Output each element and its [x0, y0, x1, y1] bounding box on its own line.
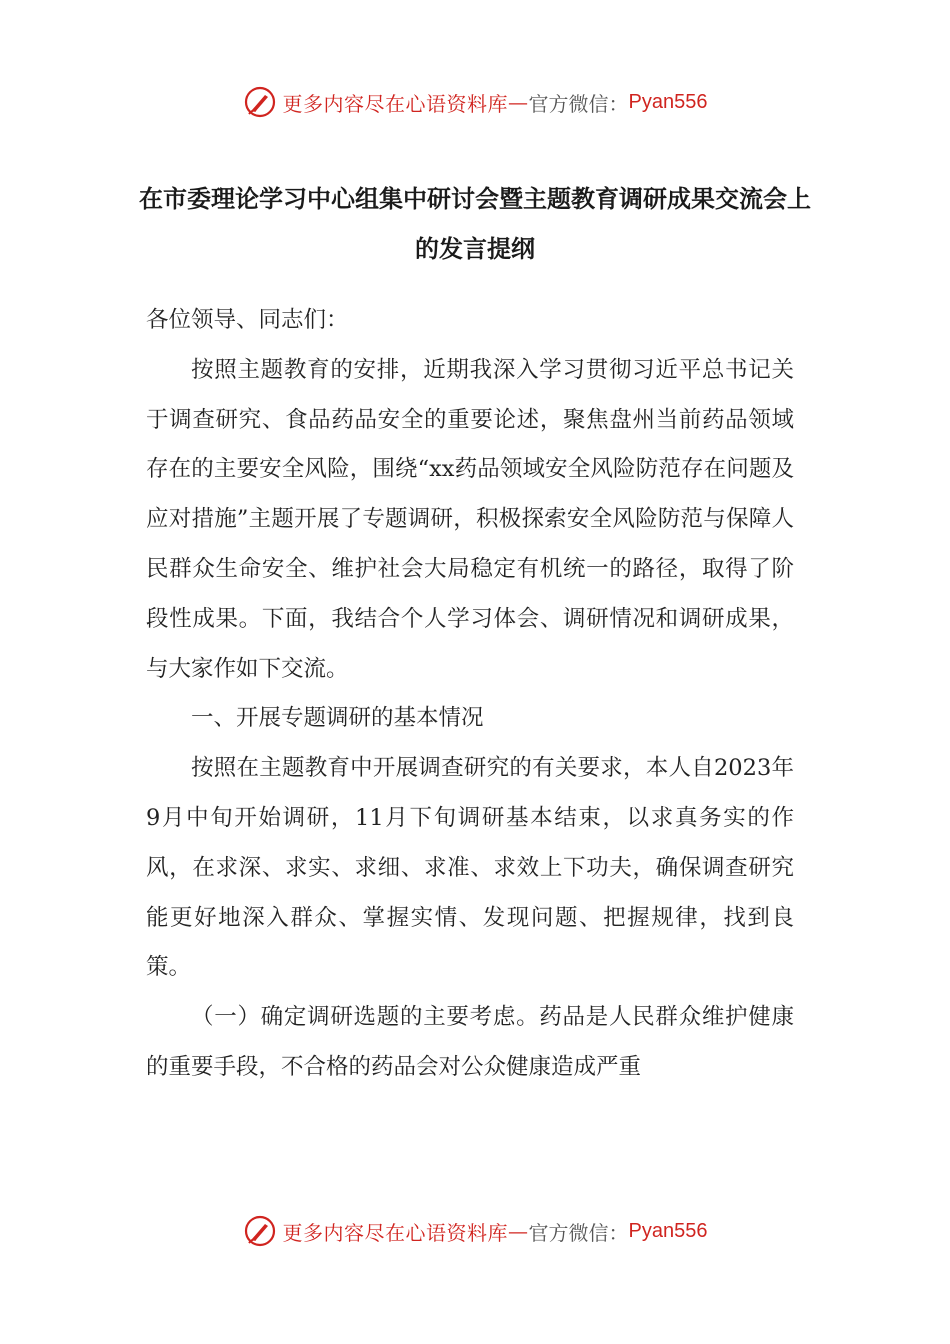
- wechat-id: Pyan556: [628, 90, 708, 113]
- document-body: [146, 296, 794, 1093]
- wechat-label: 官方微信：: [528, 91, 629, 116]
- paragraph-subsection-1: （一）确定调研选题的主要考虑。药品是人民群众维护健康的重要手段，不合格的药品会对公众健康造成严重: [146, 1004, 794, 1080]
- brand-separator: —: [508, 1219, 529, 1243]
- wechat-id: Pyan556: [628, 1219, 708, 1242]
- quill-logo-icon: [243, 1214, 277, 1248]
- header-watermark: [0, 82, 950, 122]
- wechat-label: 官方微信：: [528, 1220, 629, 1245]
- greeting: 各位领导、同志们：: [146, 307, 349, 333]
- brand-text: 更多内容尽在心语资料库: [282, 1220, 509, 1245]
- brand-separator: —: [508, 90, 529, 114]
- section-heading: 一、开展专题调研的基本情况: [191, 705, 484, 732]
- quill-logo-icon: [243, 85, 277, 119]
- paragraph-basic-situation: 按照在主题教育中开展调查研究的有关要求，本人自2023年9月中旬开始调研，11月下旬调研基本结束，以求真务实的作风，在求深、求实、求细、求准、求效上下功夫，确保调查研究能更好地深入群众、掌握实情、发现问题、把握规律，找到良策。: [146, 755, 794, 981]
- document-title: 在市委理论学习中心组集中研讨会暨主题教育调研成果交流会上的发言提纲: [139, 185, 811, 263]
- brand-text: 更多内容尽在心语资料库: [282, 91, 509, 116]
- paragraph-intro: 按照主题教育的安排，近期我深入学习贯彻习近平总书记关于调查研究、食品药品安全的重要论述，聚焦盘州当前药品领域存在的主要安全风险，围绕“xx药品领域安全风险防范存在问题及应对措施”主题开展了专题调研，积极探索安全风险防范与保障人民群众生命安全、维护社会大局稳定有机统一的路径，取得了阶段性成果。下面，我结合个人学习体会、调研情况和调研成果，与大家作如下交流。: [146, 356, 794, 682]
- footer-watermark: [0, 1211, 950, 1251]
